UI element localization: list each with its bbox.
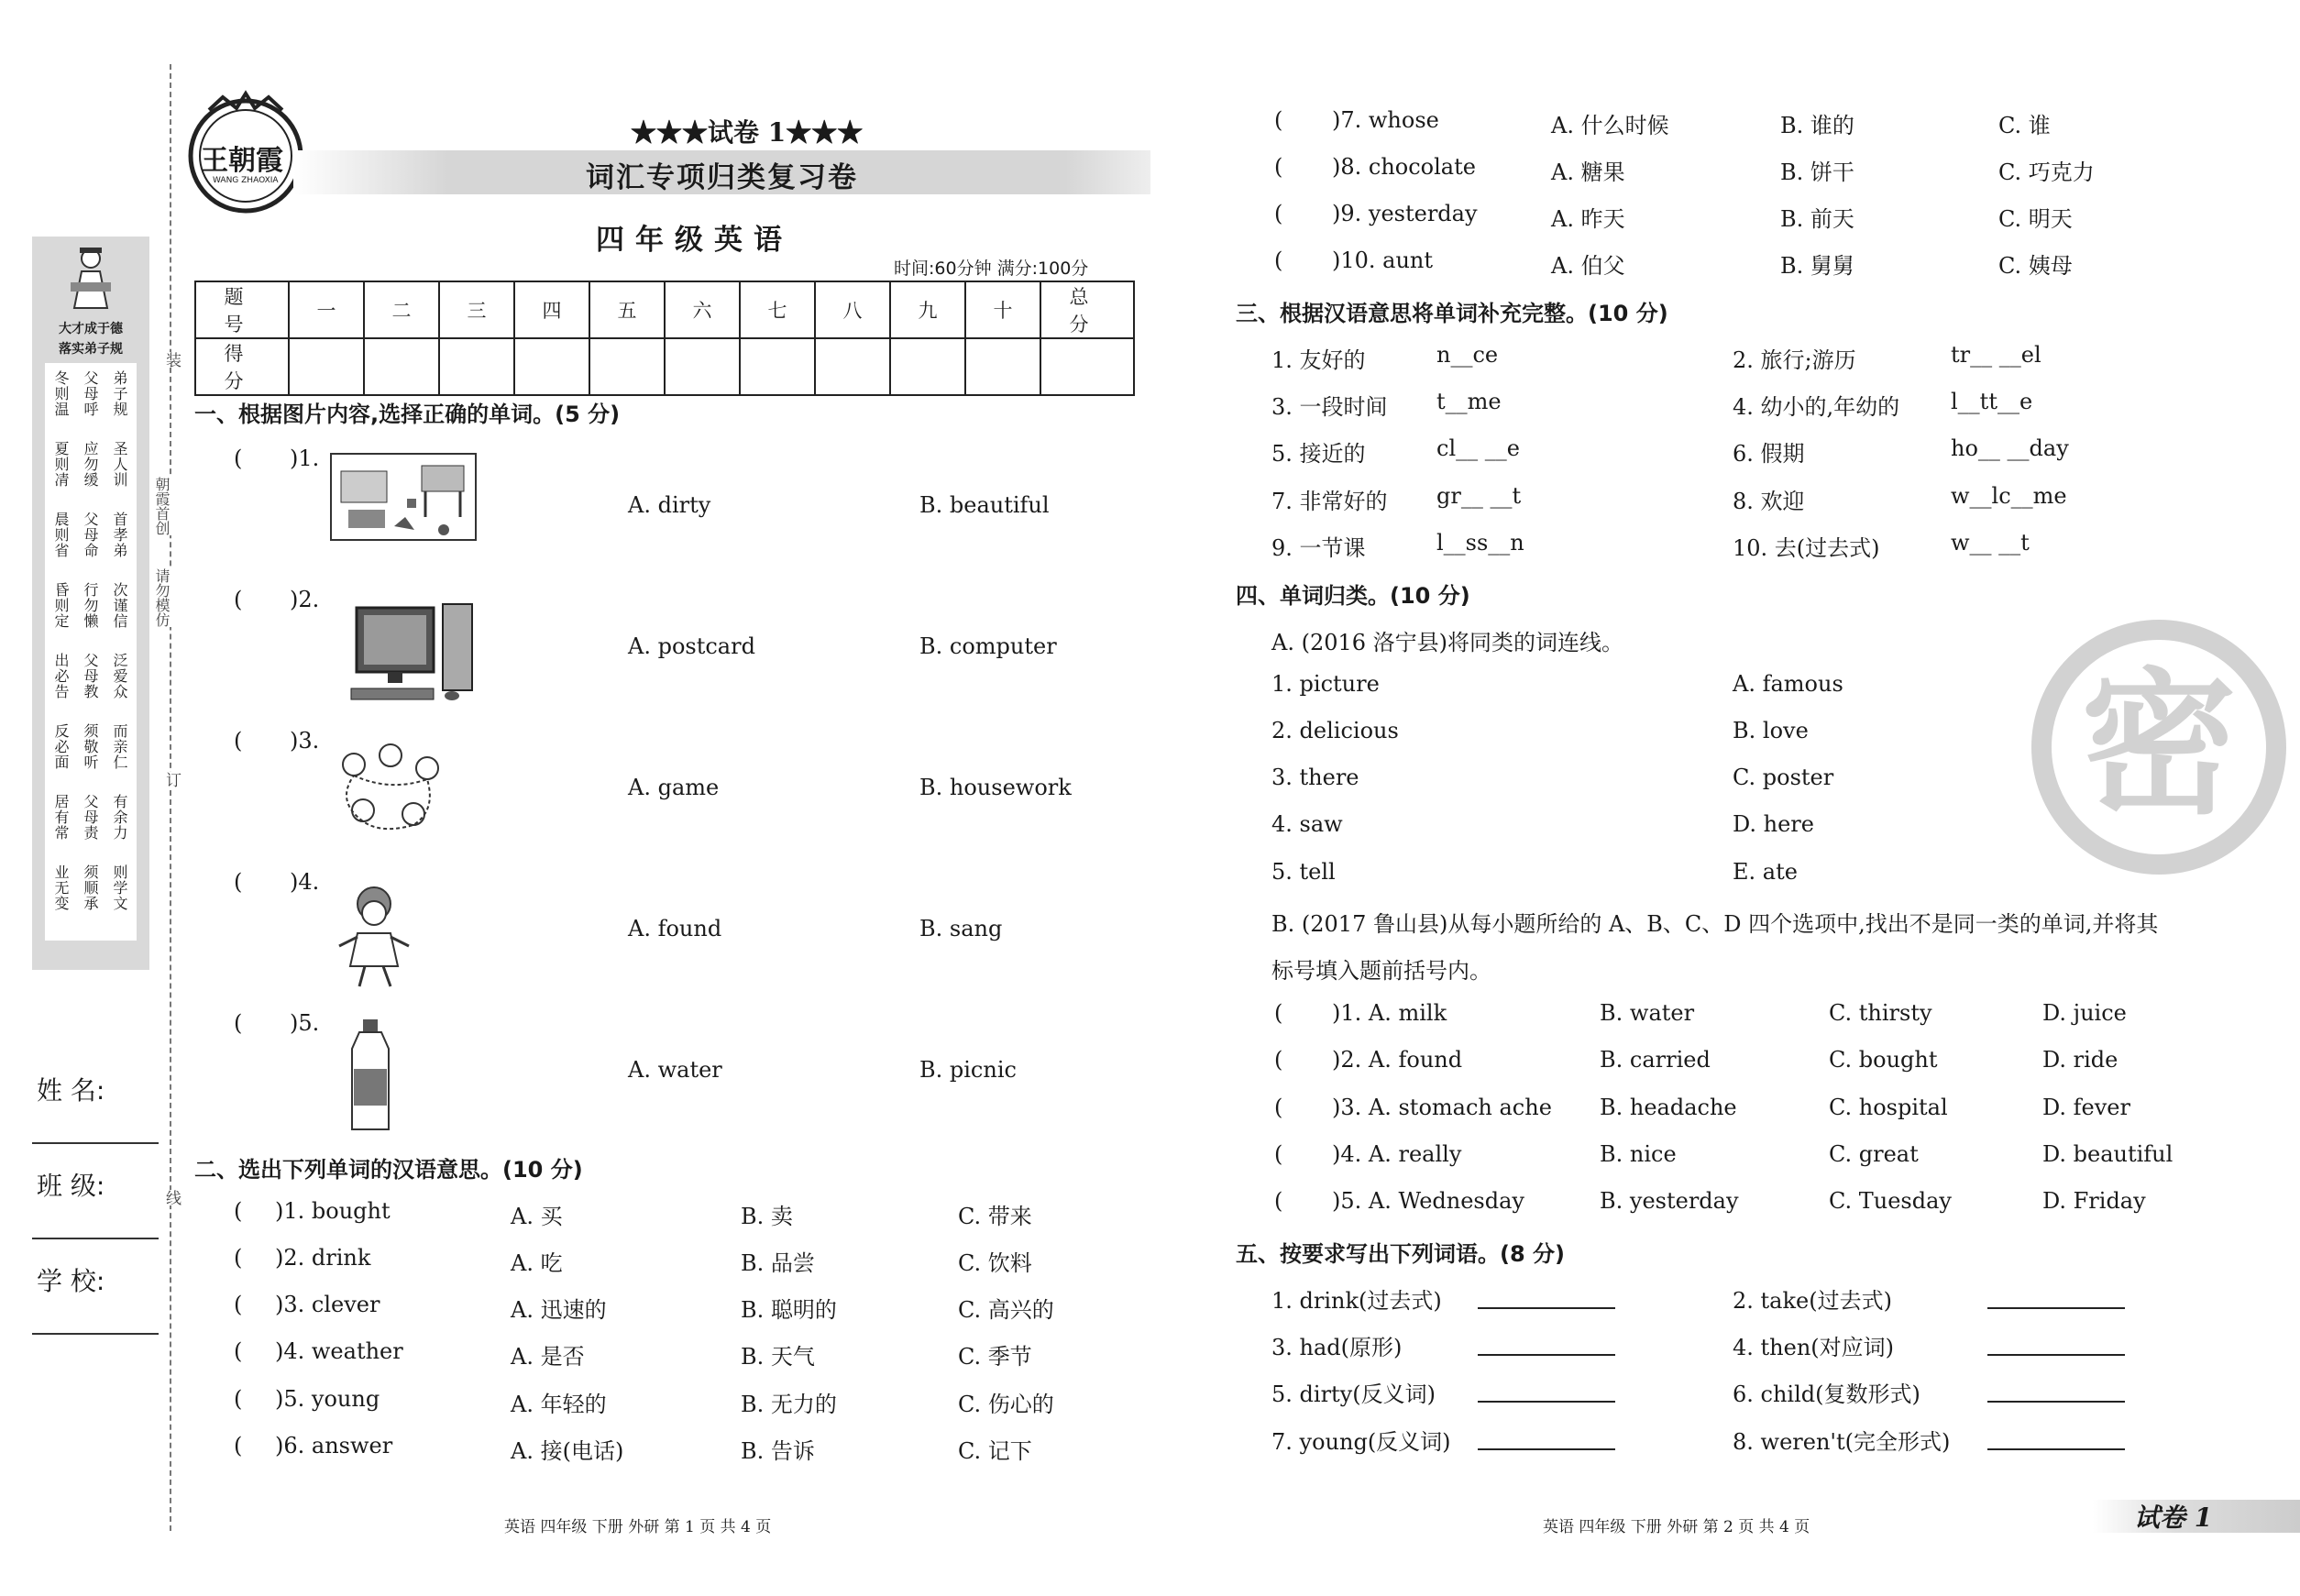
option-c[interactable]: C. 明天	[1998, 206, 2073, 232]
section3-title: 三、根据汉语意思将单词补充完整。(10 分)	[1236, 301, 1668, 326]
option-d[interactable]: D. Friday	[2042, 1188, 2146, 1214]
option-c[interactable]: C. 带来	[958, 1204, 1032, 1229]
word-blank[interactable]: tr__ __el	[1951, 342, 2041, 368]
item-option-a[interactable]: )3. A. stomach ache	[1332, 1095, 1552, 1120]
word-blank[interactable]: l__ss__n	[1436, 530, 1524, 556]
match-right-item[interactable]: A. famous	[1733, 671, 1843, 697]
computer-picture	[344, 600, 481, 706]
poem-col: 业无变	[52, 864, 70, 911]
option-c[interactable]: C. 高兴的	[958, 1297, 1054, 1323]
student-class-field[interactable]	[32, 1238, 159, 1239]
item-number: )2.	[290, 587, 320, 612]
score-cell: 一	[289, 281, 364, 338]
write-prompt: 4. then(对应词)	[1733, 1335, 1895, 1360]
cn-meaning: 3. 一段时间	[1271, 394, 1388, 420]
option-b[interactable]: B. nice	[1600, 1141, 1677, 1167]
poem-col: 晨则省	[52, 512, 70, 558]
answer-paren[interactable]: (	[1274, 201, 1283, 226]
student-name-field[interactable]	[32, 1142, 159, 1144]
option-b[interactable]: B. 饼干	[1780, 160, 1854, 185]
match-left-item[interactable]: 4. saw	[1271, 811, 1343, 837]
option-b[interactable]: B. 品尝	[741, 1250, 815, 1276]
match-left-item[interactable]: 5. tell	[1271, 859, 1336, 885]
option-c[interactable]: C. 记下	[958, 1438, 1032, 1464]
score-input-cell[interactable]	[815, 338, 890, 395]
edge-notice: 朝霞首创	[153, 477, 171, 535]
answer-paren[interactable]: (	[1274, 1141, 1283, 1167]
score-input-cell[interactable]	[514, 338, 589, 395]
answer-line[interactable]	[1987, 1448, 2125, 1450]
answer-paren[interactable]: (	[234, 869, 243, 895]
option-c[interactable]: C. 伤心的	[958, 1392, 1054, 1417]
word-blank[interactable]: ho__ __day	[1951, 435, 2069, 461]
answer-paren[interactable]: (	[1274, 248, 1283, 273]
option-a[interactable]: A. 伯父	[1551, 253, 1625, 279]
poem-col: 则学文	[111, 864, 128, 911]
section2-title: 二、选出下列单词的汉语意思。(10 分)	[194, 1157, 583, 1183]
match-right-item[interactable]: D. here	[1733, 811, 1814, 837]
item-word: )5. young	[275, 1386, 380, 1412]
section4-title: 四、单词归类。(10 分)	[1236, 583, 1470, 609]
poem-col: 须敬听	[82, 723, 99, 770]
binding-mark: 订	[160, 772, 183, 787]
score-cell: 得 分	[195, 338, 289, 395]
poem-col: 冬则温	[52, 370, 70, 417]
cn-meaning: 9. 一节课	[1271, 535, 1366, 561]
option-a[interactable]: A. postcard	[628, 633, 755, 659]
option-a[interactable]: A. 接(电话)	[511, 1438, 624, 1464]
cn-meaning: 8. 欢迎	[1733, 489, 1805, 514]
option-b[interactable]: B. sang	[919, 916, 1003, 941]
poem-col: 次谨信	[111, 582, 128, 629]
option-b[interactable]: B. yesterday	[1600, 1188, 1739, 1214]
word-blank[interactable]: gr__ __t	[1436, 483, 1522, 509]
poem-col: 父母教	[82, 653, 99, 699]
score-input-cell[interactable]	[665, 338, 740, 395]
poem-col: 须顺承	[82, 864, 99, 911]
score-cell: 二	[364, 281, 439, 338]
sidebar-motto-2: 落实弟子规	[59, 342, 123, 357]
poem-col: 弟子规	[111, 370, 128, 417]
write-prompt: 5. dirty(反义词)	[1271, 1381, 1436, 1407]
item-word: )2. drink	[275, 1245, 371, 1271]
edge-notice: 请勿模仿	[153, 568, 171, 627]
sidebar-panel	[32, 237, 149, 970]
answer-line[interactable]	[1478, 1448, 1615, 1450]
answer-paren[interactable]: (	[234, 1010, 243, 1036]
answer-paren[interactable]: (	[1274, 1047, 1283, 1073]
score-input-cell[interactable]	[364, 338, 439, 395]
score-cell: 题 号	[195, 281, 289, 338]
option-a[interactable]: A. water	[628, 1057, 722, 1083]
footer-right: 英语 四年级 下册 外研 第 2 页 共 4 页	[1543, 1518, 1810, 1536]
answer-paren[interactable]: (	[234, 1433, 243, 1458]
score-cell: 五	[589, 281, 665, 338]
word-blank[interactable]: l__tt__e	[1951, 389, 2033, 414]
item-option-a[interactable]: )2. A. found	[1332, 1047, 1463, 1073]
score-cell: 十	[965, 281, 1040, 338]
answer-paren[interactable]: (	[1274, 1000, 1283, 1026]
option-c[interactable]: C. bought	[1829, 1047, 1938, 1073]
item-word: )4. weather	[275, 1338, 403, 1364]
answer-paren[interactable]: (	[1274, 154, 1283, 180]
option-b[interactable]: B. 天气	[741, 1344, 815, 1370]
score-cell: 六	[665, 281, 740, 338]
cn-meaning: 5. 接近的	[1271, 441, 1366, 467]
option-b[interactable]: B. water	[1600, 1000, 1695, 1026]
option-a[interactable]: A. 什么时候	[1551, 113, 1669, 138]
poem-col: 父母命	[82, 512, 99, 558]
section4b-intro: 标号填入题前括号内。	[1271, 958, 1491, 984]
score-table	[194, 281, 1135, 396]
answer-line[interactable]	[1478, 1401, 1615, 1403]
option-c[interactable]: C. Tuesday	[1829, 1188, 1952, 1214]
write-prompt: 6. child(复数形式)	[1733, 1381, 1920, 1407]
watermark-char: 密	[2080, 655, 2238, 836]
option-d[interactable]: D. juice	[2042, 1000, 2127, 1026]
option-c[interactable]: C. 巧克力	[1998, 160, 2095, 185]
answer-line[interactable]	[1987, 1354, 2125, 1356]
paper-title: 词汇专项归类复习卷	[586, 161, 858, 194]
poem-col: 夏则凊	[52, 441, 70, 488]
match-left-item[interactable]: 3. there	[1271, 765, 1359, 790]
write-prompt: 7. young(反义词)	[1271, 1429, 1451, 1455]
item-word: )9. yesterday	[1332, 201, 1478, 226]
option-c[interactable]: C. 姨母	[1998, 253, 2073, 279]
sidebar-motto-1: 大才成于德	[59, 322, 123, 336]
score-table-score-row	[195, 338, 1134, 395]
option-a[interactable]: A. game	[628, 775, 720, 800]
student-school-label: 学 校:	[37, 1266, 105, 1296]
poem-col: 反必面	[52, 723, 70, 770]
option-d[interactable]: D. fever	[2042, 1095, 2130, 1120]
item-word: )3. clever	[275, 1292, 380, 1317]
answer-line[interactable]	[1987, 1401, 2125, 1403]
section5-title: 五、按要求写出下列词语。(8 分)	[1236, 1241, 1565, 1267]
score-cell: 七	[740, 281, 815, 338]
answer-paren[interactable]: (	[234, 1292, 243, 1317]
children-playing-picture	[326, 737, 455, 847]
poem-col: 而亲仁	[111, 723, 128, 770]
item-number: )3.	[290, 728, 320, 754]
item-number: )5.	[290, 1010, 320, 1036]
answer-paren[interactable]: (	[234, 1198, 243, 1224]
item-word: )1. bought	[275, 1198, 391, 1224]
section4b-intro: B. (2017 鲁山县)从每小题所给的 A、B、C、D 四个选项中,找出不是同一类的单词,并将其	[1271, 911, 2159, 937]
score-input-cell[interactable]	[589, 338, 665, 395]
score-cell: 四	[514, 281, 589, 338]
option-c[interactable]: C. 谁	[1998, 113, 2051, 138]
cn-meaning: 7. 非常好的	[1271, 489, 1388, 514]
binding-mark: 装	[160, 352, 183, 368]
write-prompt: 1. drink(过去式)	[1271, 1288, 1442, 1314]
word-blank[interactable]: n__ce	[1436, 342, 1499, 368]
answer-paren[interactable]: (	[1274, 1095, 1283, 1120]
binding-mark: 线	[160, 1190, 183, 1205]
option-d[interactable]: D. ride	[2042, 1047, 2118, 1073]
score-input-cell[interactable]	[289, 338, 364, 395]
option-b[interactable]: B. housework	[919, 775, 1072, 800]
item-number: )4.	[290, 869, 320, 895]
poem-col: 泛爱众	[111, 653, 128, 699]
score-input-cell[interactable]	[965, 338, 1040, 395]
score-input-cell[interactable]	[1040, 338, 1134, 395]
title-banner	[293, 150, 1150, 194]
option-c[interactable]: C. 季节	[958, 1344, 1032, 1370]
paper-number: ★★★试卷 1★★★	[631, 117, 864, 148]
poem-col: 出必告	[52, 653, 70, 699]
option-b[interactable]: B. 卖	[741, 1204, 793, 1229]
cn-meaning: 1. 友好的	[1271, 347, 1366, 373]
answer-line[interactable]	[1987, 1307, 2125, 1309]
option-a[interactable]: A. 糖果	[1551, 160, 1625, 185]
brand-logo-small: WANG ZHAOXIA	[213, 176, 279, 185]
match-right-item[interactable]: E. ate	[1733, 859, 1798, 885]
option-b[interactable]: B. 告诉	[741, 1438, 815, 1464]
poem-col: 应勿缓	[82, 441, 99, 488]
footer-left: 英语 四年级 下册 外研 第 1 页 共 4 页	[504, 1518, 772, 1536]
option-b[interactable]: B. computer	[919, 633, 1057, 659]
option-b[interactable]: B. beautiful	[919, 492, 1050, 518]
option-a[interactable]: A. 是否	[511, 1344, 585, 1370]
student-class-label: 班 级:	[37, 1171, 105, 1201]
option-a[interactable]: A. dirty	[628, 492, 711, 518]
score-cell: 九	[890, 281, 965, 338]
brand-logo-text: 王朝霞	[201, 145, 283, 177]
option-d[interactable]: D. beautiful	[2042, 1141, 2173, 1167]
answer-paren[interactable]: (	[234, 1245, 243, 1271]
option-c[interactable]: C. great	[1829, 1141, 1919, 1167]
score-cell: 总 分	[1040, 281, 1134, 338]
match-left-item[interactable]: 2. delicious	[1271, 718, 1399, 743]
item-word: )8. chocolate	[1332, 154, 1476, 180]
poem-col: 父母责	[82, 794, 99, 841]
binding-dashed-line	[170, 64, 171, 1531]
answer-paren[interactable]: (	[234, 728, 243, 754]
option-b[interactable]: B. picnic	[919, 1057, 1017, 1083]
score-input-cell[interactable]	[890, 338, 965, 395]
cn-meaning: 2. 旅行;游历	[1733, 347, 1856, 373]
poem-col: 昏则定	[52, 582, 70, 629]
option-a[interactable]: A. 迅速的	[511, 1297, 607, 1323]
score-cell: 三	[439, 281, 514, 338]
option-a[interactable]: A. 吃	[511, 1250, 563, 1276]
item-number: )1.	[290, 446, 320, 471]
poem-col: 有余力	[111, 794, 128, 841]
item-word: )6. answer	[275, 1433, 393, 1458]
poem-col: 行勿懒	[82, 582, 99, 629]
option-b[interactable]: B. 前天	[1780, 206, 1854, 232]
word-blank[interactable]: w__lc__me	[1951, 483, 2067, 509]
write-prompt: 2. take(过去式)	[1733, 1288, 1892, 1314]
confidential-watermark-icon	[2030, 619, 2287, 875]
answer-line[interactable]	[1478, 1307, 1615, 1309]
sidebar-poem-box	[45, 363, 137, 941]
word-blank[interactable]: t__me	[1436, 389, 1502, 414]
time-info: 时间:60分钟 满分:100分	[894, 259, 1089, 279]
write-prompt: 3. had(原形)	[1271, 1335, 1403, 1360]
option-c[interactable]: C. hospital	[1829, 1095, 1948, 1120]
answer-paren[interactable]: (	[1274, 107, 1283, 133]
option-b[interactable]: B. 无力的	[741, 1392, 837, 1417]
subject-title: 四年级英语	[596, 224, 793, 257]
score-cell: 八	[815, 281, 890, 338]
answer-line[interactable]	[1478, 1354, 1615, 1356]
item-word: )10. aunt	[1332, 248, 1434, 273]
dirty-room-picture	[330, 453, 477, 541]
score-table-header-row	[195, 281, 1134, 338]
water-bottle-picture	[343, 1018, 398, 1135]
girl-singing-picture	[326, 882, 418, 992]
student-school-field[interactable]	[32, 1333, 159, 1335]
scholar-figure-icon	[63, 244, 118, 317]
word-blank[interactable]: cl__ __e	[1436, 435, 1520, 461]
write-prompt: 8. weren't(完全形式)	[1733, 1429, 1951, 1455]
section1-title: 一、根据图片内容,选择正确的单词。(5 分)	[194, 402, 621, 427]
option-a[interactable]: A. 买	[511, 1204, 563, 1229]
option-b[interactable]: B. 谁的	[1780, 113, 1854, 138]
option-a[interactable]: A. 昨天	[1551, 206, 1625, 232]
item-option-a[interactable]: )1. A. milk	[1332, 1000, 1447, 1026]
poem-col: 首孝弟	[111, 512, 128, 558]
section4a-intro: A. (2016 洛宁县)将同类的词连线。	[1271, 630, 1624, 655]
cn-meaning: 4. 幼小的,年幼的	[1733, 394, 1900, 420]
poem-col: 圣人训	[111, 441, 128, 488]
match-right-item[interactable]: B. love	[1733, 718, 1809, 743]
option-b[interactable]: B. 舅舅	[1780, 253, 1854, 279]
score-input-cell[interactable]	[740, 338, 815, 395]
option-b[interactable]: B. 聪明的	[741, 1297, 837, 1323]
answer-paren[interactable]: (	[1274, 1188, 1283, 1214]
option-b[interactable]: B. headache	[1600, 1095, 1737, 1120]
answer-paren[interactable]: (	[234, 446, 243, 471]
student-name-label: 姓 名:	[37, 1075, 105, 1106]
option-a[interactable]: A. 年轻的	[511, 1392, 607, 1417]
score-input-cell[interactable]	[439, 338, 514, 395]
answer-paren[interactable]: (	[234, 1338, 243, 1364]
match-left-item[interactable]: 1. picture	[1271, 671, 1380, 697]
corner-paper-label: 试卷 1	[2134, 1502, 2213, 1533]
option-c[interactable]: C. 饮料	[958, 1250, 1032, 1276]
item-option-a[interactable]: )5. A. Wednesday	[1332, 1188, 1524, 1214]
option-b[interactable]: B. carried	[1600, 1047, 1711, 1073]
answer-paren[interactable]: (	[234, 1386, 243, 1412]
cn-meaning: 6. 假期	[1733, 441, 1805, 467]
answer-paren[interactable]: (	[234, 587, 243, 612]
option-c[interactable]: C. thirsty	[1829, 1000, 1932, 1026]
item-option-a[interactable]: )4. A. really	[1332, 1141, 1462, 1167]
cn-meaning: 10. 去(过去式)	[1733, 535, 1880, 561]
option-a[interactable]: A. found	[628, 916, 722, 941]
poem-col: 父母呼	[82, 370, 99, 417]
item-word: )7. whose	[1332, 107, 1439, 133]
word-blank[interactable]: w__ __t	[1951, 530, 2030, 556]
poem-col: 居有常	[52, 794, 70, 841]
match-right-item[interactable]: C. poster	[1733, 765, 1834, 790]
